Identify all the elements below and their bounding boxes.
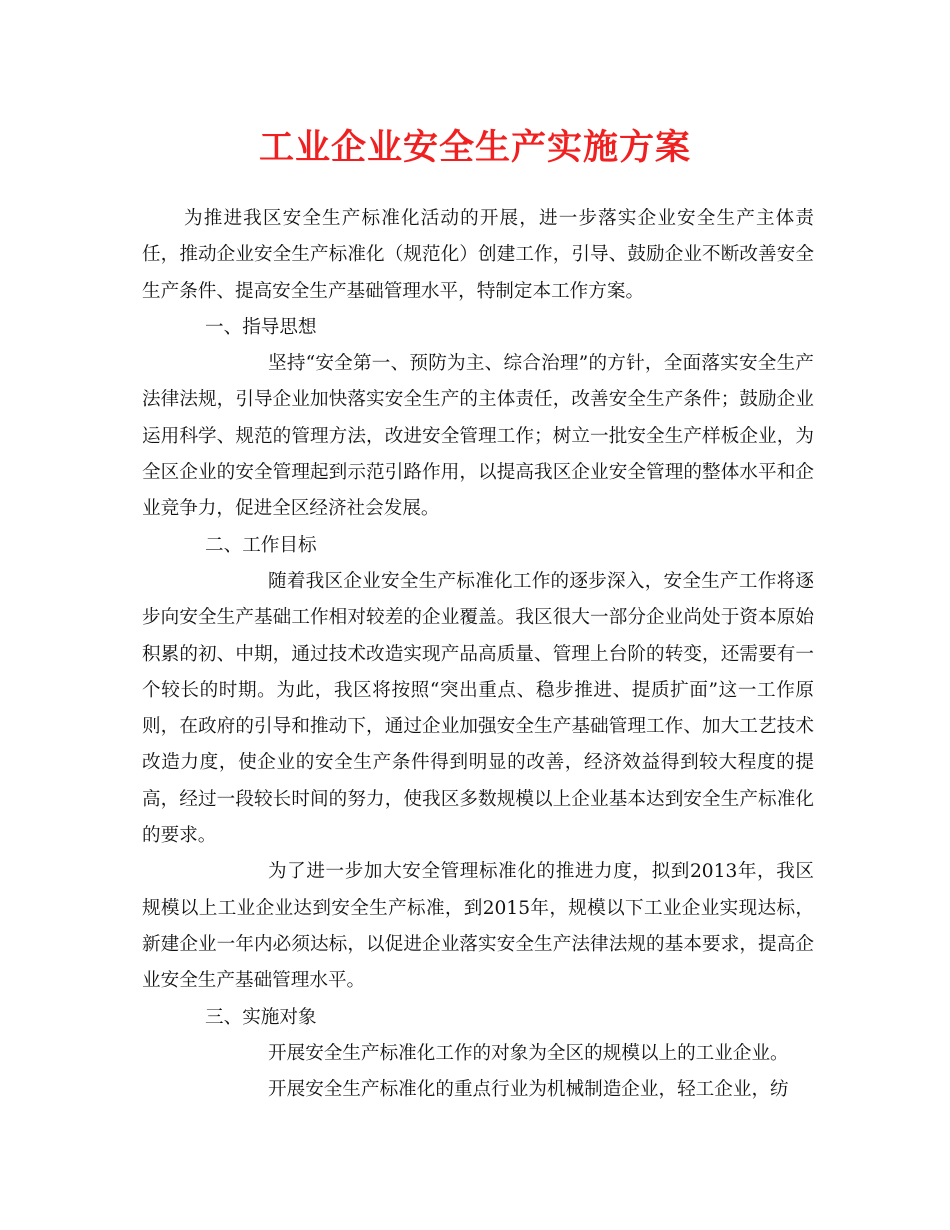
- document-title: 工业企业安全生产实施方案: [258, 127, 691, 168]
- section-heading-guiding-thought: 一、指导思想: [205, 316, 317, 338]
- section-heading-work-goals: 二、工作目标: [205, 534, 317, 556]
- paragraph-implementation-scope: 开展安全生产标准化工作的对象为全区的规模以上的工业企业。: [268, 1042, 789, 1064]
- paragraph-key-industries: 开展安全生产标准化的重点行业为机械制造企业，轻工企业，纺: [268, 1079, 789, 1101]
- document-body: [142, 201, 814, 1108]
- paragraph-work-goals: 随着我区企业安全生产标准化工作的逐步深入，安全生产工作将逐步向安全生产基础工作相对较差的企业覆盖。我区很大一部分企业尚处于资本原始积累的初、中期，通过技术改造实现产品高质量、管理上台阶的转变，还需要有一个较长的时期。为此，我区将按照“突出重点、稳步推进、提质扩面”这一工作原则，在政府的引导和推动下，通过企业加强安全生产基础管理工作、加大工艺技术改造力度，使企业的安全生产条件得到明显的改善，经济效益得到较大程度的提高，经过一段较长时间的努力，使我区多数规模以上企业基本达到安全生产标准化的要求。: [142, 570, 814, 847]
- paragraph-guiding-thought: 坚持“安全第一、预防为主、综合治理”的方针，全面落实安全生产法律法规，引导企业加快落实安全生产的主体责任，改善安全生产条件；鼓励企业运用科学、规范的管理方法，改进安全管理工作；树立一批安全生产样板企业，为全区企业的安全管理起到示范引路作用，以提高我区企业安全管理的整体水平和企业竞争力，促进全区经济社会发展。: [142, 353, 814, 520]
- section-heading-implementation-targets: 三、实施对象: [205, 1006, 317, 1028]
- paragraph-work-goals-targets: 为了进一步加大安全管理标准化的推进力度，拟到2013年，我区规模以上工业企业达到安全生产标准，到2015年，规模以下工业企业实现达标，新建企业一年内必须达标，以促进企业落实安全生产法律法规的基本要求，提高企业安全生产基础管理水平。: [142, 861, 814, 992]
- paragraph-intro: 为推进我区安全生产标准化活动的开展，进一步落实企业安全生产主体责任，推动企业安全生产标准化（规范化）创建工作，引导、鼓励企业不断改善安全生产条件、提高安全生产基础管理水平，特制定本工作方案。: [142, 208, 814, 302]
